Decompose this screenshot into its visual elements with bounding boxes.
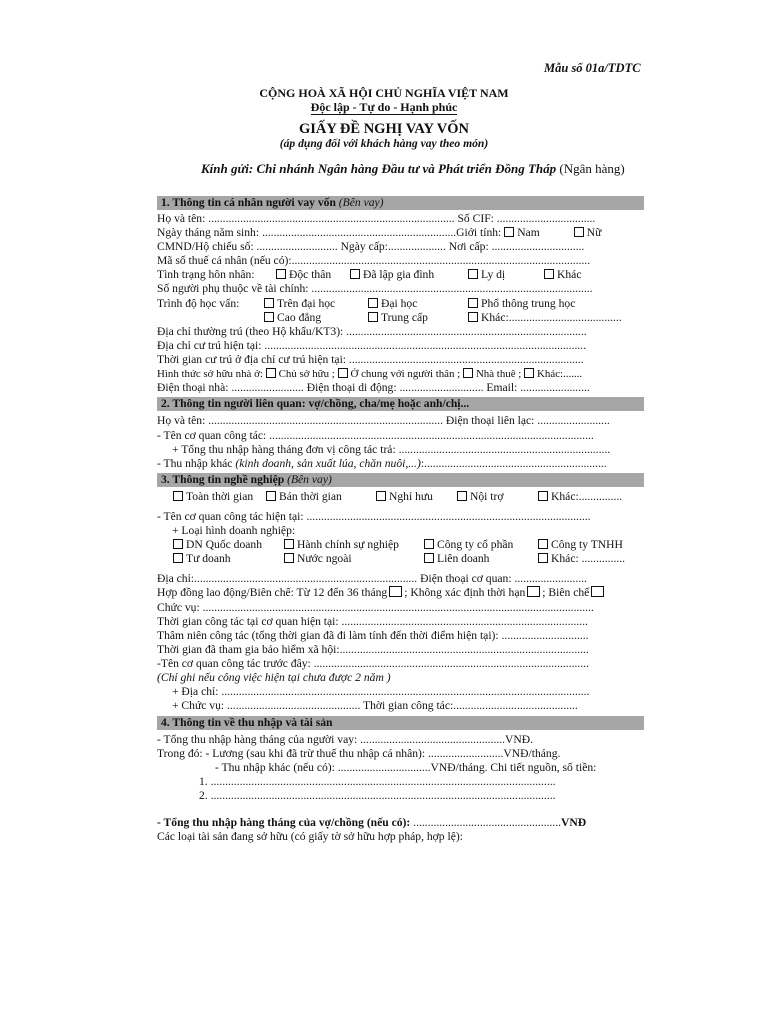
checkbox-with-relatives[interactable] — [338, 368, 348, 378]
field-seniority[interactable]: Thâm niên công tác (tổng thời gian đã đi làm tính đến thời điểm hiện tại): .............................. — [157, 629, 589, 642]
checkbox-college[interactable] — [264, 312, 274, 322]
foreign-label: Nước ngoài — [297, 552, 352, 565]
checkbox-homemaker[interactable] — [457, 491, 467, 501]
field-other-income[interactable]: - Thu nhập khác (nếu có): ................................VNĐ/tháng. Chi tiết nguồn, số tiền: — [215, 761, 597, 774]
contract-indefinite-label: ; Không xác định thời hạn — [404, 586, 526, 599]
checkbox-edu-other[interactable] — [468, 312, 478, 322]
emp-option-retired[interactable] — [376, 490, 433, 504]
checkbox-female[interactable] — [574, 227, 584, 237]
section-1-header — [157, 196, 644, 210]
with-relatives-label: Ở chung với người thân ; — [350, 368, 461, 380]
administrative-label: Hành chính sự nghiệp — [297, 538, 399, 551]
ownership-other-label: Khác:....... — [537, 368, 583, 380]
other-income-note: (kinh doanh, sản xuất lúa, chăn nuôi,...) — [235, 457, 421, 470]
field-labor-contract — [157, 586, 606, 600]
checkbox-highschool[interactable] — [468, 298, 478, 308]
business-other-label: Khác: ............... — [551, 552, 626, 565]
checkbox-single[interactable] — [276, 269, 286, 279]
emp-option-parttime[interactable] — [266, 490, 342, 504]
postgrad-label: Trên đại học — [277, 297, 336, 310]
recipient-bank: Kính gửi: Chi nhánh Ngân hàng Đầu tư và Phát triển Đồng Tháp — [201, 161, 557, 176]
homemaker-label: Nội trợ — [470, 490, 504, 503]
highschool-label: Phổ thông trung học — [481, 297, 576, 310]
recipient-line — [201, 161, 625, 177]
spouse-income-unit: VNĐ — [561, 816, 587, 829]
biz-option-jv[interactable] — [424, 552, 489, 566]
marital-option-divorced[interactable] — [468, 268, 505, 282]
civil-servant-label: ; Biên chế — [542, 586, 590, 599]
edu-option-vocational[interactable] — [368, 311, 428, 325]
checkbox-university[interactable] — [368, 298, 378, 308]
national-motto — [0, 100, 768, 114]
edu-option-highschool[interactable] — [468, 297, 575, 311]
retired-label: Nghỉ hưu — [389, 490, 433, 503]
owner-label: Chủ sở hữu ; — [278, 368, 335, 380]
field-income-item-1[interactable]: 1. ....................................................................................................................... — [199, 775, 556, 788]
other-income-label: - Thu nhập khác — [157, 457, 236, 470]
university-label: Đại học — [381, 297, 418, 310]
checkbox-contract-12-36[interactable] — [389, 586, 402, 597]
section-2-header — [157, 397, 644, 411]
other-income-dots: :............................................................... — [420, 457, 607, 470]
business-type-label: + Loại hình doanh nghiệp: — [172, 524, 296, 537]
form-title: GIẤY ĐỀ NGHỊ VAY VỐN — [298, 121, 469, 137]
form-subtitle: (áp dụng đối với khách hàng vay theo món) — [279, 137, 489, 150]
field-income-item-2[interactable]: 2. ....................................................................................................................... — [199, 789, 556, 802]
spouse-income-label: - Tổng thu nhập hàng tháng của vợ/chồng (nếu có): — [157, 816, 411, 829]
section-4-title: 4. Thông tin về thu nhập và tài sản — [161, 716, 333, 729]
biz-option-admin[interactable] — [284, 538, 399, 552]
biz-option-jsc[interactable] — [424, 538, 513, 552]
male-label: Nam — [517, 226, 540, 239]
checkbox-marital-other[interactable] — [544, 269, 554, 279]
previous-employer-note: (Chỉ ghi nếu công việc hiện tại chưa được 2 năm ) — [157, 671, 391, 684]
marital-option-other[interactable] — [544, 268, 581, 282]
spouse-income-dots: ................................................... — [410, 816, 561, 829]
checkbox-owner[interactable] — [266, 368, 276, 378]
field-salary[interactable]: Trong đó: - Lương (sau khi đã trừ thuế thu nhập cá nhân): ..........................VNĐ/tháng. — [157, 747, 561, 760]
single-label: Độc thân — [289, 268, 332, 281]
marital-option-single[interactable] — [276, 268, 331, 282]
field-residence-time[interactable]: Thời gian cư trú ở địa chỉ cư trú hiện tại: ................................................................................. — [157, 353, 584, 366]
vocational-label: Trung cấp — [381, 311, 428, 324]
field-previous-employer[interactable]: -Tên cơ quan công tác trước đây: ............................................................................................... — [157, 657, 589, 670]
llc-label: Công ty TNHH — [551, 538, 623, 551]
checkbox-business-other[interactable] — [538, 553, 548, 563]
section-3-header — [157, 473, 644, 487]
fulltime-label: Toàn thời gian — [186, 490, 254, 503]
section-1-title: 1. Thông tin cá nhân người vay vốn — [161, 196, 336, 209]
field-related-income[interactable]: + Tổng thu nhập hàng tháng đơn vị công tác trả: ......................................................................... — [172, 443, 611, 456]
field-marital-status — [157, 268, 582, 282]
checkbox-employment-other[interactable] — [538, 491, 548, 501]
field-total-income[interactable]: - Tổng thu nhập hàng tháng của người vay: ..................................................VNĐ. — [157, 733, 534, 746]
field-home-ownership — [157, 367, 582, 381]
biz-option-other[interactable] — [538, 552, 625, 566]
field-social-insurance[interactable]: Thời gian đã tham gia bảo hiểm xã hội:...................................................................................... — [157, 643, 589, 656]
checkbox-joint-stock[interactable] — [424, 539, 434, 549]
biz-option-foreign[interactable] — [284, 552, 352, 566]
field-related-name[interactable]: Họ và tên: ................................................................................. Điện thoại liên lạc: ......................... — [157, 414, 610, 427]
field-position[interactable]: Chức vụ: ....................................................................................................................................... — [157, 601, 594, 614]
checkbox-joint-venture[interactable] — [424, 553, 434, 563]
field-tenure[interactable]: Thời gian công tác tại cơ quan hiện tại: ..................................................................................... — [157, 615, 588, 628]
state-owned-label: DN Quốc doanh — [186, 538, 262, 551]
private-label: Tư doanh — [186, 552, 231, 565]
biz-option-llc[interactable] — [538, 538, 623, 552]
field-dependents[interactable]: Số người phụ thuộc về tài chính: ................................................................................................. — [157, 282, 593, 295]
edu-option-university[interactable] — [368, 297, 417, 311]
country-name: CỘNG HOÀ XÃ HỘI CHỦ NGHĨA VIỆT NAM — [259, 86, 509, 100]
checkbox-fulltime[interactable] — [173, 491, 183, 501]
education-label: Trình độ học vấn: — [157, 297, 240, 310]
checkbox-private[interactable] — [173, 553, 183, 563]
marital-option-married[interactable] — [350, 268, 434, 282]
checkbox-postgrad[interactable] — [264, 298, 274, 308]
dob-label: Ngày tháng năm sinh: ...................................................................Giới tính: — [157, 226, 502, 239]
ownership-label: Hình thức sở hữu nhà ở: — [157, 368, 263, 380]
field-current-employer[interactable]: - Tên cơ quan công tác hiện tại: .................................................................................................. — [157, 510, 591, 523]
checkbox-retired[interactable] — [376, 491, 386, 501]
joint-stock-label: Công ty cổ phần — [437, 538, 514, 551]
field-related-other-income[interactable] — [157, 457, 607, 471]
motto-text: Độc lập - Tự do - Hạnh phúc — [310, 100, 458, 114]
emp-option-other[interactable] — [538, 490, 622, 504]
contract-12-36-label: Hợp đồng lao động/Biên chế: Từ 12 đến 36 tháng — [157, 586, 388, 599]
employment-other-label: Khác:............... — [551, 490, 623, 503]
renting-label: Nhà thuê ; — [475, 368, 522, 380]
checkbox-foreign[interactable] — [284, 553, 294, 563]
female-label: Nữ — [586, 226, 602, 239]
married-label: Đã lập gia đình — [363, 268, 435, 281]
biz-option-state[interactable] — [173, 538, 262, 552]
joint-venture-label: Liên doanh — [437, 552, 490, 565]
checkbox-ownership-other[interactable] — [524, 368, 534, 378]
section-3-note: (Bên vay) — [284, 473, 332, 486]
parttime-label: Bán thời gian — [279, 490, 342, 503]
edu-other-label: Khác:....................................... — [481, 311, 622, 324]
section-3-title: 3. Thông tin nghề nghiệp — [161, 473, 285, 486]
field-phones-email[interactable]: Điện thoại nhà: ......................... Điện thoại di động: ............................. Email: ........................ — [157, 381, 590, 394]
edu-option-college[interactable] — [264, 311, 321, 325]
edu-option-postgrad[interactable] — [264, 297, 335, 311]
field-dob-gender[interactable] — [157, 226, 601, 240]
marital-label: Tình trạng hôn nhân: — [157, 268, 255, 281]
field-spouse-income[interactable] — [157, 816, 586, 830]
field-assets[interactable]: Các loại tài sản đang sở hữu (có giấy tờ sở hữu hợp pháp, hợp lệ): — [157, 830, 463, 843]
checkbox-married[interactable] — [350, 269, 360, 279]
checkbox-divorced[interactable] — [468, 269, 478, 279]
form-code: Mẫu số 01a/TDTC — [544, 61, 641, 75]
college-label: Cao đẳng — [277, 311, 322, 324]
section-4-header — [157, 716, 644, 730]
edu-option-other[interactable] — [468, 311, 622, 325]
checkbox-state-owned[interactable] — [173, 539, 183, 549]
checkbox-parttime[interactable] — [266, 491, 276, 501]
checkbox-renting[interactable] — [463, 368, 473, 378]
marital-other-label: Khác — [557, 268, 582, 281]
field-previous-address[interactable]: + Địa chỉ: ............................................................................................................................... — [172, 685, 590, 698]
emp-option-homemaker[interactable] — [457, 490, 504, 504]
emp-option-fulltime[interactable] — [173, 490, 253, 504]
checkbox-vocational[interactable] — [368, 312, 378, 322]
field-education — [157, 297, 576, 311]
checkbox-administrative[interactable] — [284, 539, 294, 549]
recipient-suffix: (Ngân hàng) — [556, 161, 625, 176]
field-full-name[interactable]: Họ và tên: ..................................................................................... Số CIF: .................................. — [157, 212, 596, 225]
checkbox-llc[interactable] — [538, 539, 548, 549]
checkbox-contract-indefinite[interactable] — [527, 586, 540, 597]
biz-option-private[interactable] — [173, 552, 231, 566]
section-2-title: 2. Thông tin người liên quan: vợ/chồng, cha/mẹ hoặc anh/chị... — [161, 397, 470, 410]
field-tax-code[interactable]: Mã số thuế cá nhân (nếu có):....................................................................................................... — [157, 254, 591, 267]
checkbox-civil-servant[interactable] — [591, 586, 604, 597]
field-related-org[interactable]: - Tên cơ quan công tác: ................................................................................................................ — [157, 429, 594, 442]
field-current-address[interactable]: Địa chỉ cư trú hiện tại: ............................................................................................................... — [157, 339, 587, 352]
field-permanent-address[interactable]: Địa chỉ thường trú (theo Hộ khẩu/KT3): ................................................................................... — [157, 325, 587, 338]
section-1-note: (Bên vay) — [335, 196, 384, 209]
divorced-label: Ly dị — [481, 268, 506, 281]
field-employer-address[interactable]: Địa chỉ:............................................................................. Điện thoại cơ quan: ......................... — [157, 572, 587, 585]
field-id-card[interactable]: CMND/Hộ chiếu số: ............................ Ngày cấp:.................... Nơi cấp: ................................ — [157, 240, 585, 253]
checkbox-male[interactable] — [504, 227, 514, 237]
field-previous-position[interactable]: + Chức vụ: .............................................. Thời gian công tác:........................................... — [172, 699, 578, 712]
